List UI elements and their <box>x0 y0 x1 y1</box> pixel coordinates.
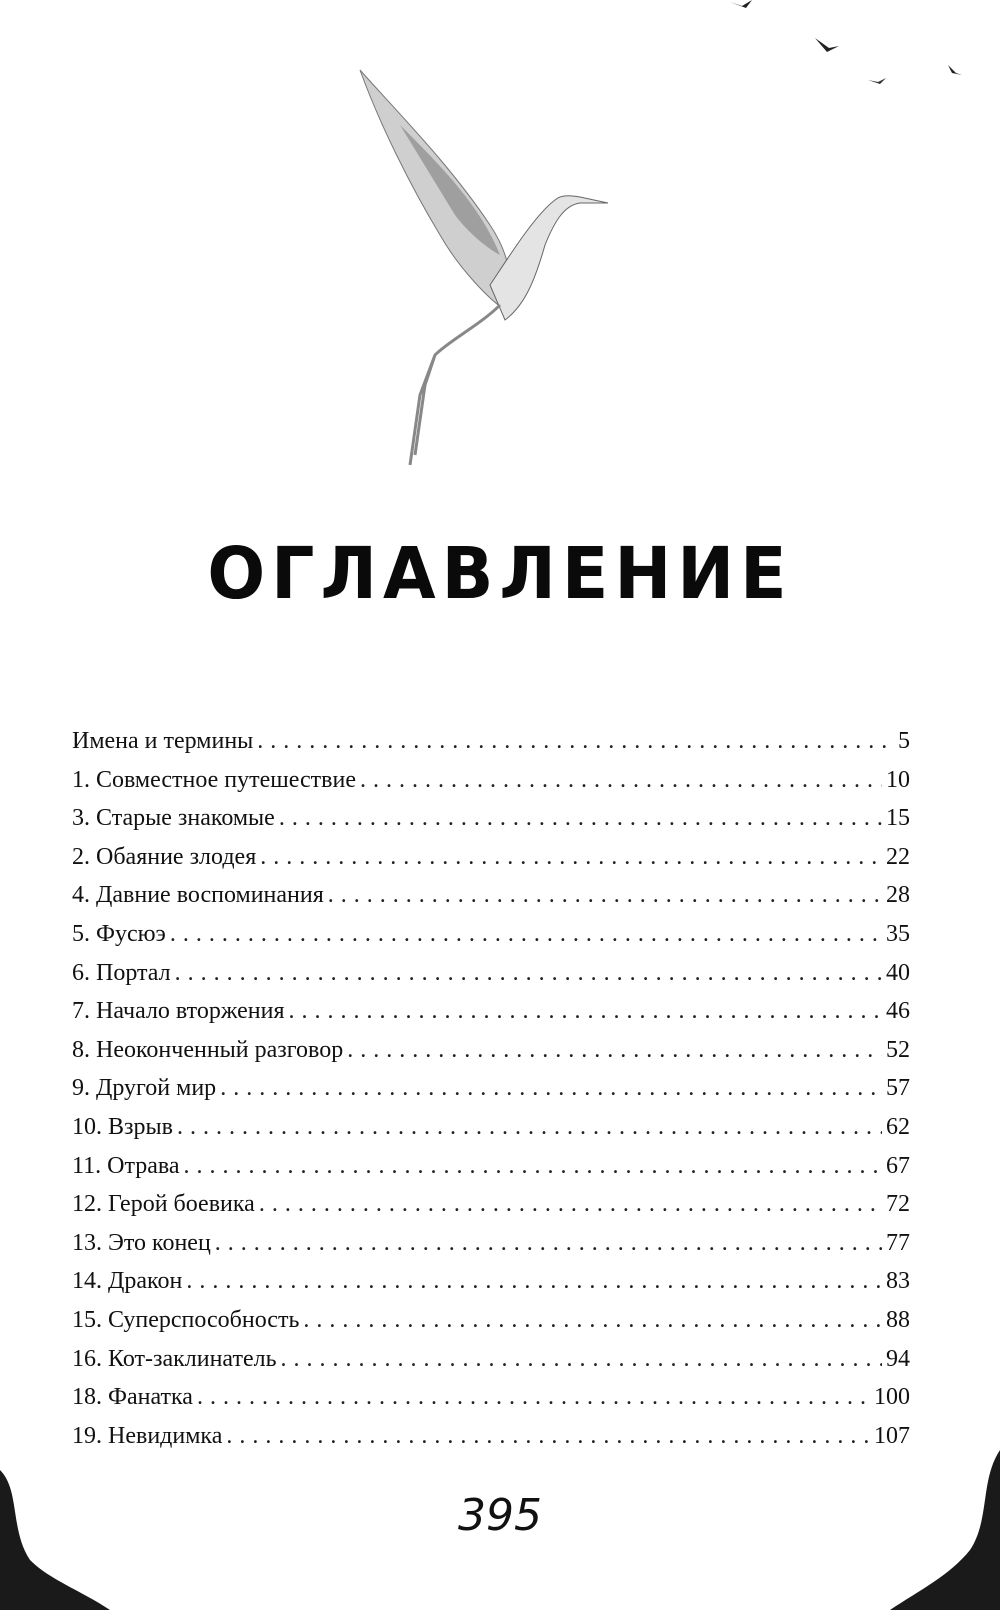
toc-entry <box>72 1417 910 1456</box>
toc-entry-title: 15. Суперспособность <box>72 1306 300 1333</box>
dot-leader <box>360 761 882 799</box>
dot-leader <box>288 992 882 1030</box>
toc-entry <box>72 838 910 877</box>
toc-entry-title: 1. Совместное путешествие <box>72 766 356 793</box>
toc-entry-page: 46 <box>886 998 910 1025</box>
toc-entry-page: 22 <box>886 843 910 870</box>
toc-entry <box>72 722 910 761</box>
table-of-contents <box>72 722 910 1455</box>
toc-entry-title: 14. Дракон <box>72 1268 183 1295</box>
toc-entry-title: 10. Взрыв <box>72 1113 173 1140</box>
toc-entry <box>72 1069 910 1108</box>
dot-leader <box>197 1378 870 1416</box>
dot-leader <box>303 1301 882 1339</box>
toc-entry-page: 52 <box>886 1036 910 1063</box>
dot-leader <box>328 876 882 914</box>
toc-entry <box>72 1185 910 1224</box>
toc-entry <box>72 915 910 954</box>
dot-leader <box>260 838 882 876</box>
toc-entry-page: 88 <box>886 1306 910 1333</box>
toc-entry-page: 5 <box>898 728 910 754</box>
toc-entry-title: 2. Обаяние злодея <box>72 843 257 870</box>
toc-entry-title: 9. Другой мир <box>72 1075 217 1102</box>
toc-entry-page: 10 <box>886 766 910 793</box>
dot-leader <box>175 954 882 992</box>
toc-entry <box>72 1031 910 1070</box>
toc-entry-title: Имена и термины <box>72 728 254 754</box>
toc-entry-title: 19. Невидимка <box>72 1422 223 1449</box>
ink-brush-decoration-left <box>0 1410 110 1610</box>
toc-entry-title: 18. Фанатка <box>72 1384 193 1411</box>
page-number: 395 <box>458 1490 542 1541</box>
dot-leader <box>186 1262 882 1300</box>
dot-leader <box>220 1069 882 1107</box>
crane-illustration <box>340 55 640 485</box>
toc-entry-title: 12. Герой боевика <box>72 1191 255 1218</box>
toc-entry <box>72 1378 910 1417</box>
toc-entry <box>72 1262 910 1301</box>
toc-entry-page: 35 <box>886 920 910 947</box>
toc-entry <box>72 761 910 800</box>
toc-entry-title: 16. Кот-заклинатель <box>72 1345 277 1372</box>
toc-entry-title: 13. Это конец <box>72 1229 211 1256</box>
dot-leader <box>257 722 894 760</box>
toc-entry <box>72 954 910 993</box>
toc-entry-title: 11. Отрава <box>72 1152 180 1179</box>
page-title: ОГЛАВЛЕНИЕ <box>207 533 793 616</box>
toc-entry-page: 57 <box>886 1075 910 1102</box>
dot-leader <box>170 915 882 953</box>
dot-leader <box>281 1340 882 1378</box>
toc-entry <box>72 1301 910 1340</box>
toc-entry <box>72 1224 910 1263</box>
flying-birds-illustration <box>720 0 1000 100</box>
dot-leader <box>226 1417 870 1455</box>
toc-entry-title: 6. Портал <box>72 959 171 986</box>
dot-leader <box>259 1185 882 1223</box>
toc-entry-title: 5. Фусюэ <box>72 920 166 947</box>
toc-entry <box>72 799 910 838</box>
toc-entry-page: 83 <box>886 1268 910 1295</box>
toc-entry-title: 3. Старые знакомые <box>72 805 275 832</box>
dot-leader <box>279 799 882 837</box>
toc-entry-page: 107 <box>874 1422 910 1449</box>
toc-entry-title: 8. Неоконченный разговор <box>72 1036 344 1063</box>
dot-leader <box>215 1224 882 1262</box>
toc-entry-page: 77 <box>886 1229 910 1256</box>
toc-entry <box>72 876 910 915</box>
toc-entry-page: 100 <box>874 1384 910 1411</box>
toc-entry-title: 7. Начало вторжения <box>72 998 285 1025</box>
toc-entry-page: 94 <box>886 1345 910 1372</box>
toc-entry <box>72 1147 910 1186</box>
toc-entry-page: 72 <box>886 1191 910 1218</box>
toc-entry-page: 40 <box>886 959 910 986</box>
dot-leader <box>177 1108 882 1146</box>
dot-leader <box>184 1147 882 1185</box>
toc-entry-page: 67 <box>886 1152 910 1179</box>
dot-leader <box>347 1031 882 1069</box>
toc-entry <box>72 992 910 1031</box>
toc-entry-title: 4. Давние воспоминания <box>72 882 324 909</box>
ink-brush-decoration-right <box>890 1410 1000 1610</box>
toc-entry-page: 15 <box>886 805 910 832</box>
toc-entry <box>72 1108 910 1147</box>
toc-entry-page: 62 <box>886 1113 910 1140</box>
toc-entry <box>72 1340 910 1379</box>
toc-entry-page: 28 <box>886 882 910 909</box>
